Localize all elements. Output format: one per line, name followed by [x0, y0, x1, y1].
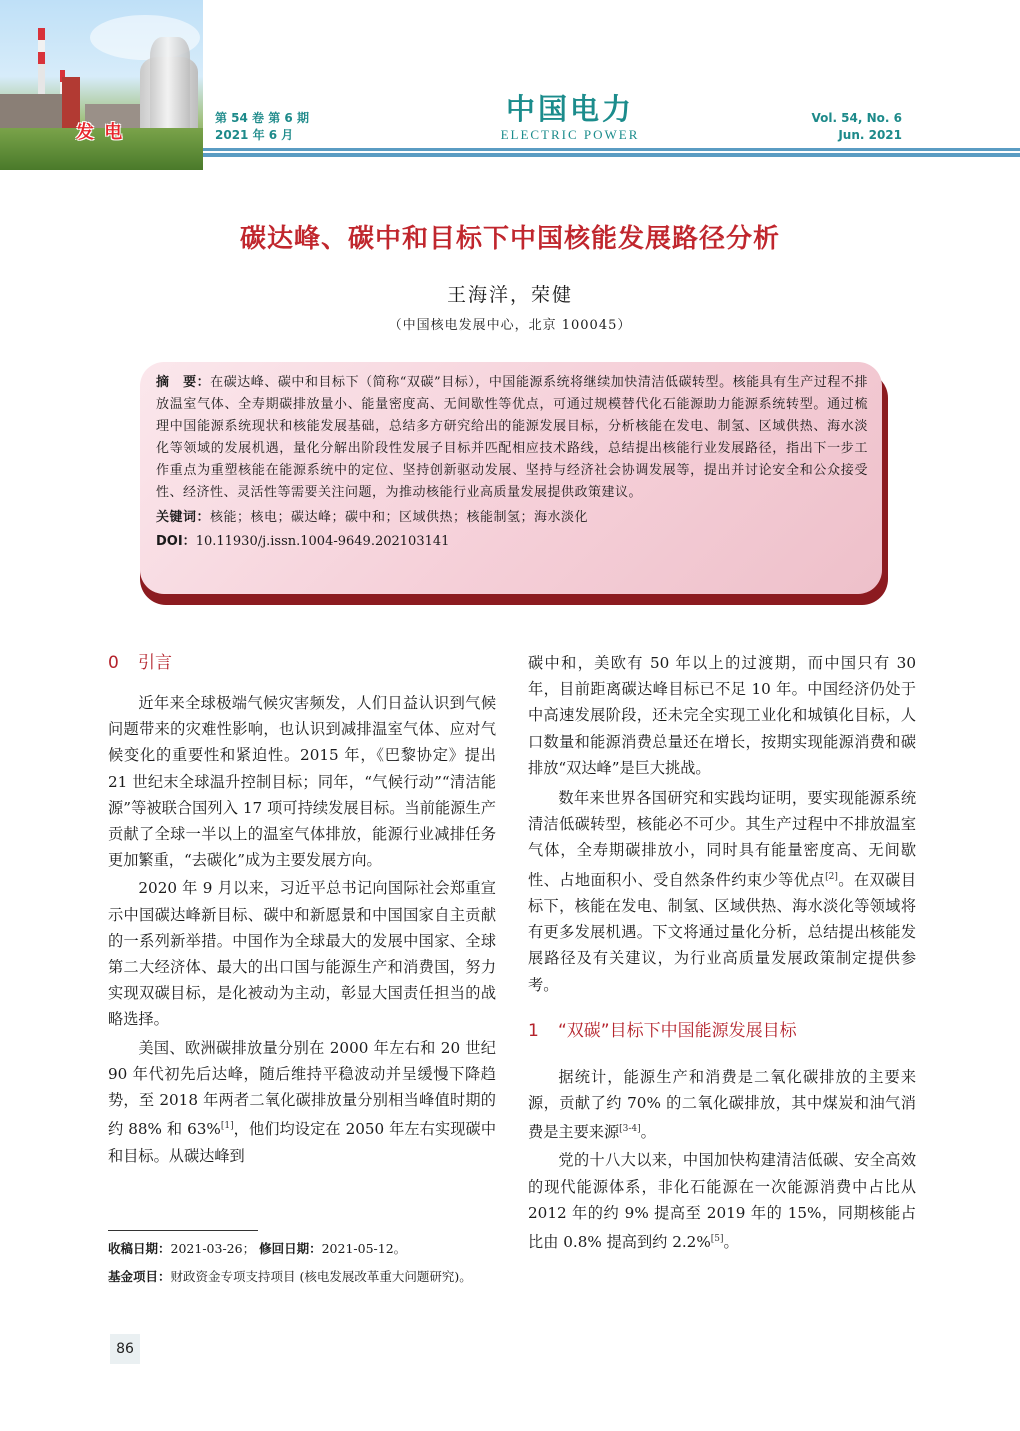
paragraph-text: 。在双碳目标下，核能在发电、制氢、区域供热、海水淡化等领域将有更多发展机遇。下文将通过量化分析，总结提出核能发展路径及有关建议，为行业高质量发展政策制定提供参考。 [528, 870, 917, 994]
paragraph [108, 1035, 496, 1169]
article-affiliation: （中国核电发展中心，北京 100045） [388, 318, 632, 333]
paragraph [528, 785, 916, 998]
paragraph-text: 美国、欧洲碳排放量分别在 2000 年左右和 20 世纪 90 年代初先后达峰，随后维持平稳波动并呈缓慢下降趋势，至 2018 年两者二氧化碳排放量分别相当峰值时期的约 88% 和 63% [108, 1038, 496, 1139]
photo-building [0, 94, 70, 132]
section-heading-0 [108, 650, 496, 676]
paragraph [528, 1147, 916, 1255]
header-volume-en: Vol. 54, No. 6 [811, 111, 902, 125]
abstract [156, 372, 868, 504]
article-authors: 王海洋，荣健 [446, 284, 573, 306]
citation: [2] [825, 871, 838, 882]
paragraph-text: 。 [640, 1123, 656, 1142]
paragraph: 近年来全球极端气候灾害频发，人们日益认识到气候问题带来的灾难性影响，也认识到减排温室气体、应对气候变化的重要性和紧迫性。2015 年，《巴黎协定》提出 21 世纪末全球温升控制目标；同年，“气候行动”“清洁能源”等被联合国列入 17 项可持续发展目标。当前能源生产贡献了全球一半以上的温室气体排放，能源行业减排任务更加繁重，“去碳化”成为主要发展方向。 [108, 694, 496, 870]
paragraph-text: ，他们均设定在 2050 年左右实现碳中和目标。从碳达峰到 [108, 1120, 497, 1165]
section-heading-1 [528, 1018, 916, 1044]
section-title: 引言 [138, 653, 172, 673]
abstract-text: 在碳达峰、碳中和目标下（简称“双碳”目标），中国能源系统将继续加快清洁低碳转型。核能具有生产过程不排放温室气体、全寿期碳排放量小、能量密度高、无间歇性等优点，可通过规模替代化石能源助力能源系统转型。通过梳理中国能源系统现状和核能发展基础，总结多方研究给出的能源发展目标，分析核能在发电、制氢、区域供热、海水淡化等领域的发展机遇，量化分解出阶段性发展子目标并匹配相应技术路线，总结提出核能行业发展路径，指出下一步工作重点为重塑核能在能源系统中的定位、坚持创新驱动发展、坚持与经济社会协调发展等，提出并讨论安全和公众接受性、经济性、灵活性等需要关注问题，为推动核能行业高质量发展提供政策建议。 [156, 375, 868, 500]
citation: [3-4] [619, 1124, 641, 1135]
footnote-rule [108, 1230, 258, 1231]
body-column-left [108, 650, 496, 1171]
header-volume-cn: 第 54 卷 第 6 期 [215, 111, 309, 125]
footnote-fund [108, 1266, 496, 1288]
abstract-label: 摘 要： [156, 375, 211, 390]
header-issue-cn [215, 110, 309, 144]
footnote-dates [108, 1238, 496, 1260]
citation: [1] [220, 1121, 234, 1132]
journal-masthead [470, 92, 670, 143]
abstract-box [140, 362, 882, 594]
header-issue-en [811, 110, 902, 144]
revised-date: 2021-05-12。 [321, 1241, 407, 1256]
body-column-right [528, 650, 916, 1257]
journal-title-en: ELECTRIC POWER [500, 127, 640, 142]
keywords-text: 核能；核电；碳达峰；碳中和；区域供热；核能制氢；海水淡化 [210, 510, 589, 525]
header-rule [203, 148, 1020, 157]
paragraph-text: 数年来世界各国研究和实践均证明，要实现能源系统清洁低碳转型，核能必不可少。其生产过程中不排放温室气体，全寿期碳排放小，同时具有能量密度高、无间歇性、占地面积小、受自然条件约束少等优点 [528, 789, 916, 889]
paragraph: 碳中和，美欧有 50 年以上的过渡期，而中国只有 30 年，目前距离碳达峰目标已不足 10 年。中国经济仍处于中高速发展阶段，还未完全实现工业化和城镇化目标，人口数量和能源消费总量还在增长，按期实现能源消费和碳排放“双达峰”是巨大挑战。 [528, 654, 916, 777]
fund-label: 基金项目： [108, 1269, 171, 1284]
received-date: 2021-03-26； [170, 1241, 256, 1256]
keywords [156, 507, 868, 529]
page-number: 86 [110, 1334, 140, 1364]
photo-label: 发 电 [76, 122, 125, 143]
revised-label: 修回日期： [259, 1241, 322, 1256]
paragraph: 2020 年 9 月以来，习近平总书记向国际社会郑重宣示中国碳达峰新目标、碳中和新愿景和中国国家自主贡献的一系列新举措。中国作为全球最大的发展中国家、全球第二大经济体、最大的出口国与能源生产和消费国，努力实现双碳目标，是化被动为主动，彰显大国责任担当的战略选择。 [108, 879, 496, 1029]
header-date-cn: 2021 年 6 月 [215, 128, 294, 142]
section-title: “双碳”目标下中国能源发展目标 [558, 1020, 797, 1041]
photo-cooling-tower [150, 37, 190, 132]
paragraph-text: 。 [723, 1233, 739, 1252]
journal-title-cn: 中国电力 [505, 92, 634, 126]
section-number: 0 [108, 653, 119, 673]
keywords-label: 关键词： [156, 510, 211, 525]
header-date-en: Jun. 2021 [838, 128, 902, 142]
paragraph [528, 1064, 916, 1146]
section-number: 1 [528, 1020, 539, 1041]
received-label: 收稿日期： [108, 1241, 171, 1256]
header-photo [0, 0, 203, 170]
doi [156, 531, 868, 553]
citation: [5] [710, 1233, 724, 1244]
paragraph-text: 党的十八大以来，中国加快构建清洁低碳、安全高效的现代能源体系，非化石能源在一次能源消费中占比从 2012 年的约 9% 提高至 2019 年的 15%，同期核能占比由 0.8% 提高到约 2.2% [528, 1151, 916, 1252]
doi-value: 10.11930/j.issn.1004-9649.202103141 [195, 534, 450, 549]
fund-text: 财政资金专项支持项目 (核电发展改革重大问题研究)。 [170, 1269, 472, 1284]
doi-label: DOI： [156, 534, 196, 549]
paragraph-text: 据统计，能源生产和消费是二氧化碳排放的主要来源，贡献了约 70% 的二氧化碳排放，其中煤炭和油气消费是主要来源 [528, 1067, 916, 1142]
article-title: 碳达峰、碳中和目标下中国核能发展路径分析 [239, 224, 780, 254]
